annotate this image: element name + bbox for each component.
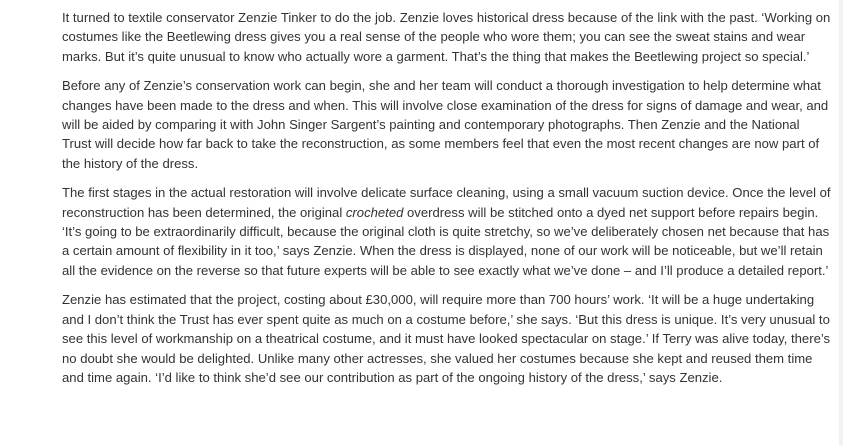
paragraph-4: Zenzie has estimated that the project, costing about £30,000, will require more than 700 hours’ work. ‘It will be a huge undertaking and I don’t think the Trust has ever spent quite as much on a costume before,’ she says. ‘But this dress is unique. It’s very unusual to see this level of workmanship on a theatrical costume, and it must have looked spectacular on stage.’ If Terry was alive today, there’s no doubt she would be delighted. Unlike many other actresses, she valued her costumes because she kept and reused them time and time again. ‘I’d like to think she’d see our contribution as part of the ongoing history of the dress,’ says Zenzie. [62,292,831,385]
paragraph-2: Before any of Zenzie’s conservation work can begin, she and her team will conduct a thorough investigation to help determine what changes have been made to the dress and when. This will involve close examination of the dress for signs of damage and wear, and will be aided by comparing it with John Singer Sargent’s painting and contemporary photographs. Then Zenzie and the National Trust will decide how far back to take the reconstruction, as some members feel that even the most recent changes are now part of the history of the dress. [62,78,829,171]
paragraph-3-text-b: overdress will be stitched onto a dyed net support before repairs begin. ‘It’s going to be extraordinarily difficult, because the original cloth is quite stretchy, so we’ve deliberately chosen net because that has a certain amount of flexibility in it too,’ says Zenzie. When the dress is displayed, none of our work will be noticeable, but we’ll retain all the evidence on the reverse so that future experts will be able to see exactly what we’ve done – and I’ll produce a detailed report.’ [62,204,830,278]
paragraph-3-emphasis: crocheted [345,204,404,220]
paragraph-3 [62,183,832,280]
paragraph-1: It turned to textile conservator Zenzie Tinker to do the job. Zenzie loves historical dress because of the link with the past. ‘Working on costumes like the Beetlewing dress gives you a real sense of the people who wore them; you can see the sweat stains and wear marks. But it’s quite unusual to know who actually wore a garment. That’s the thing that makes the Beetlewing project so special.’ [62,10,831,64]
paragraph-3-text-a: The first stages in the actual restoration will involve delicate surface cleaning, using a small vacuum suction device. Once the level of reconstruction has been determined, the original [62,185,831,220]
scrollbar-track[interactable] [839,0,843,446]
